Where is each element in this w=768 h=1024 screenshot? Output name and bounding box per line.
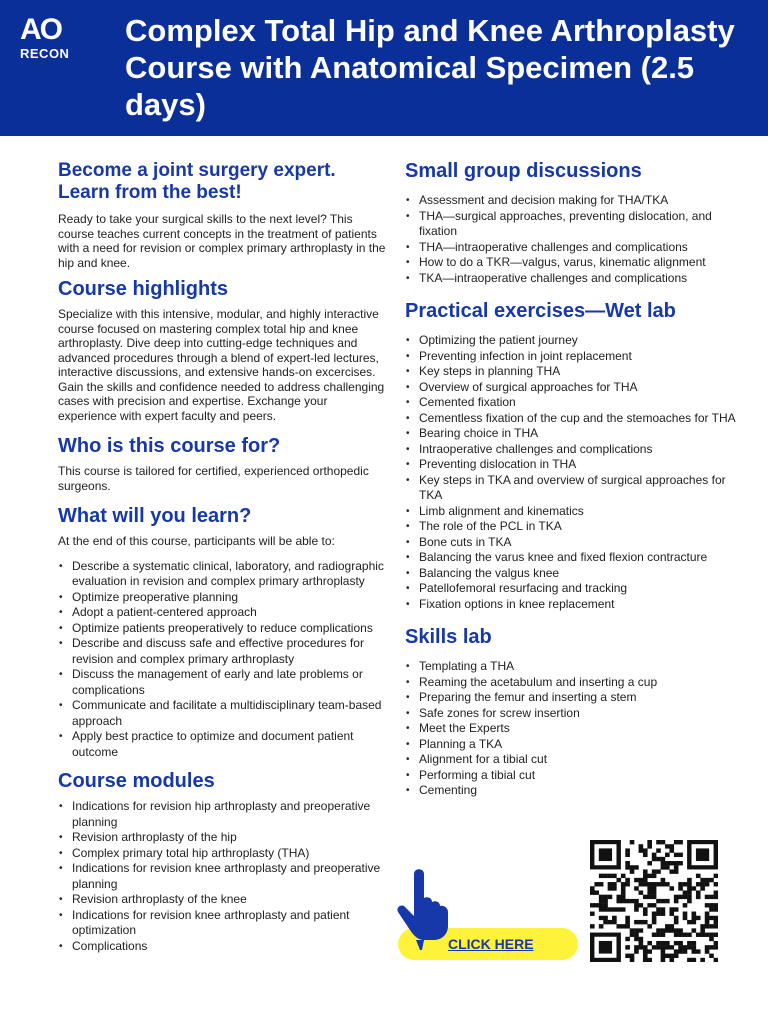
list-item: • The role of the PCL in TKA xyxy=(405,519,750,535)
list-item: • Cemented fixation xyxy=(405,395,750,411)
left-column xyxy=(58,160,388,964)
list-item: • Revision arthroplasty of the knee xyxy=(58,892,388,908)
list-item: • Indications for revision knee arthroplasty and preoperative planning xyxy=(58,861,388,892)
click-here-label[interactable]: CLICK HERE xyxy=(448,936,534,952)
list-item: • Optimize preoperative planning xyxy=(58,590,388,606)
list-item: • Preparing the femur and inserting a stem xyxy=(405,690,750,706)
list-item: • How to do a TKR—valgus, varus, kinematic alignment xyxy=(405,255,750,271)
qr-code-icon[interactable] xyxy=(590,840,718,962)
logo-mark: AO xyxy=(20,13,61,46)
list-item: • Cementless fixation of the cup and the stemoaches for THA xyxy=(405,411,750,427)
wet-lab-heading: Practical exercises—Wet lab xyxy=(405,300,676,322)
list-item: • Complex primary total hip arthroplasty (THA) xyxy=(58,846,388,862)
wet-lab-list xyxy=(405,333,750,612)
skills-lab-heading: Skills lab xyxy=(405,626,492,648)
ao-recon-logo xyxy=(20,13,100,61)
list-item: • Optimize patients preoperatively to reduce complications xyxy=(58,621,388,637)
list-item: • Describe a systematic clinical, laboratory, and radiographic evaluation in revision and complex primary arthroplasty xyxy=(58,559,388,590)
list-item: • Alignment for a tibial cut xyxy=(405,752,750,768)
list-item: • THA—surgical approaches, preventing dislocation, and fixation xyxy=(405,209,750,240)
list-item: • Cementing xyxy=(405,783,750,799)
learn-heading: What will you learn? xyxy=(58,505,252,527)
list-item: • Limb alignment and kinematics xyxy=(405,504,750,520)
list-item: • Meet the Experts xyxy=(405,721,750,737)
list-item: • Patellofemoral resurfacing and tracking xyxy=(405,581,750,597)
list-item: • Revision arthroplasty of the hip xyxy=(58,830,388,846)
intro-text: Ready to take your surgical skills to the next level? This course teaches current concepts in the treatment of patients with a need for revision or complex primary arthroplasty in the hip and knee. xyxy=(58,212,386,270)
list-item: • Preventing infection in joint replacement xyxy=(405,349,750,365)
list-item: • Indications for revision hip arthroplasty and preoperative planning xyxy=(58,799,388,830)
list-item: • Performing a tibial cut xyxy=(405,768,750,784)
list-item: • Indications for revision knee arthroplasty and patient optimization xyxy=(58,908,388,939)
list-item: • Preventing dislocation in THA xyxy=(405,457,750,473)
list-item: • Planning a TKA xyxy=(405,737,750,753)
list-item: • Assessment and decision making for THA/TKA xyxy=(405,193,750,209)
list-item: • Discuss the management of early and late problems or complications xyxy=(58,667,388,698)
list-item: • Overview of surgical approaches for THA xyxy=(405,380,750,396)
list-item: • Complications xyxy=(58,939,388,955)
learn-intro: At the end of this course, participants will be able to: xyxy=(58,534,335,548)
list-item: • Apply best practice to optimize and document patient outcome xyxy=(58,729,388,760)
modules-heading: Course modules xyxy=(58,770,215,792)
logo-text: RECON xyxy=(20,46,70,61)
audience-heading: Who is this course for? xyxy=(58,435,281,457)
page-title: Complex Total Hip and Knee Arthroplasty Course with Anatomical Specimen (2.5 days) xyxy=(125,13,735,122)
list-item: • Key steps in TKA and overview of surgical approaches for TKA xyxy=(405,473,750,504)
intro-heading: Become a joint surgery expert. Learn from the best! xyxy=(58,160,336,203)
list-item: • Intraoperative challenges and complications xyxy=(405,442,750,458)
audience-text: This course is tailored for certified, experienced orthopedic surgeons. xyxy=(58,464,369,493)
list-item: • Optimizing the patient journey xyxy=(405,333,750,349)
list-item: • Adopt a patient-centered approach xyxy=(58,605,388,621)
list-item: • THA—intraoperative challenges and complications xyxy=(405,240,750,256)
list-item: • Fixation options in knee replacement xyxy=(405,597,750,613)
list-item: • Safe zones for screw insertion xyxy=(405,706,750,722)
small-group-heading: Small group discussions xyxy=(405,160,642,182)
highlights-heading: Course highlights xyxy=(58,278,228,300)
list-item: • Key steps in planning THA xyxy=(405,364,750,380)
learn-list xyxy=(58,559,388,761)
list-item: • Bone cuts in TKA xyxy=(405,535,750,551)
pointing-hand-icon xyxy=(394,868,450,952)
list-item: • Bearing choice in THA xyxy=(405,426,750,442)
list-item: • Communicate and facilitate a multidisciplinary team-based approach xyxy=(58,698,388,729)
modules-list xyxy=(58,799,388,954)
skills-lab-list xyxy=(405,659,750,799)
list-item: • Templating a THA xyxy=(405,659,750,675)
highlights-text: Specialize with this intensive, modular, and highly interactive course focused on mastering complex total hip and knee arthroplasty. Dive deep into cutting-edge techniques and advanced procedures through a blend of expert-led lectures, interactive discussions, and extensive hands-on excercises. Gain the skills and confidence needed to address challenging cases with precision and expertise. Exchange your experience with expert faculty and peers. xyxy=(58,307,385,423)
header-banner xyxy=(0,0,768,136)
right-column xyxy=(405,160,750,809)
list-item: • Balancing the varus knee and fixed flexion contracture xyxy=(405,550,750,566)
small-group-list xyxy=(405,193,750,286)
list-item: • Describe and discuss safe and effective procedures for revision and complex primary arthroplasty xyxy=(58,636,388,667)
list-item: • Balancing the valgus knee xyxy=(405,566,750,582)
list-item: • TKA—intraoperative challenges and complications xyxy=(405,271,750,287)
list-item: • Reaming the acetabulum and inserting a cup xyxy=(405,675,750,691)
